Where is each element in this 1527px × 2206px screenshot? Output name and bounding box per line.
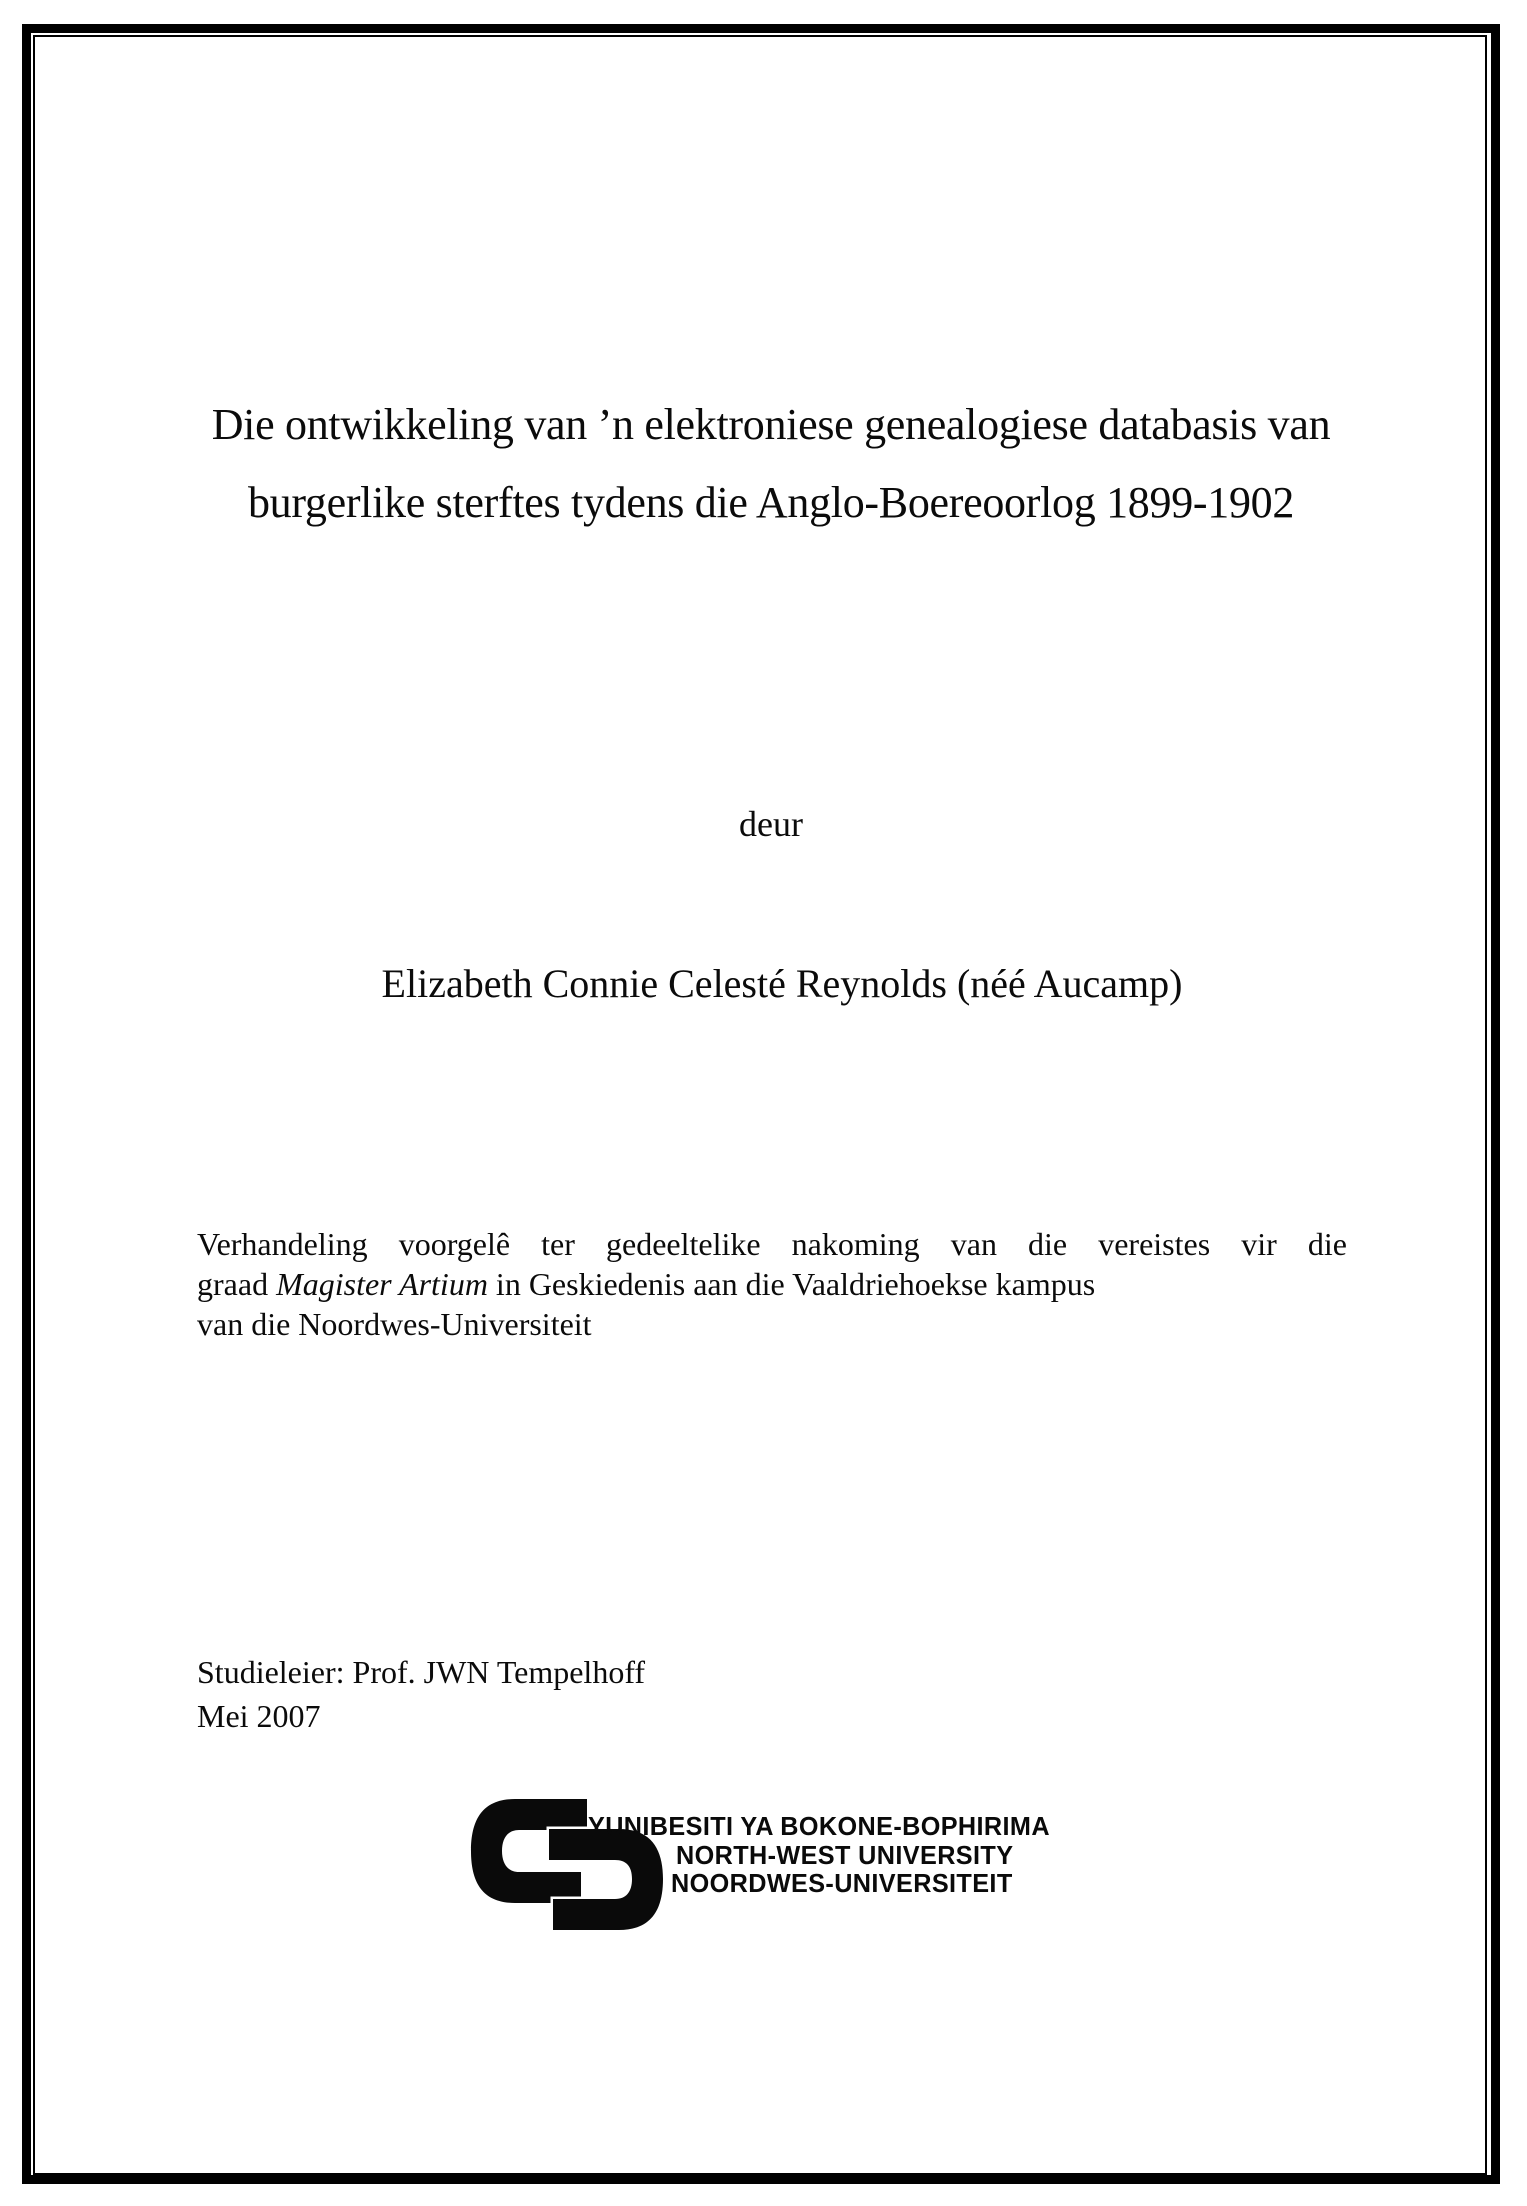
- statement-line1: Verhandeling voorgelê ter gedeeltelike nakoming van die vereistes vir die: [197, 1226, 1347, 1262]
- supervisor-line: Studieleier: Prof. JWN Tempelhoff: [197, 1654, 646, 1690]
- statement-line2-prefix: graad: [197, 1266, 277, 1302]
- statement-line2: [197, 1264, 1347, 1304]
- supervisor-block: [197, 1650, 645, 1738]
- statement-degree-name: Magister Artium: [276, 1266, 488, 1302]
- thesis-title-line2: burgerlike sterftes tydens die Anglo-Boereoorlog 1899-1902: [247, 478, 1295, 527]
- thesis-title-line1: Die ontwikkeling van ’n elektroniese genealogiese databasis van: [211, 400, 1331, 449]
- logo-text-english: NORTH-WEST UNIVERSITY: [676, 1840, 1014, 1870]
- logo-text-setswana: YUNIBESITI YA BOKONE-BOPHIRIMA: [588, 1811, 1050, 1841]
- logo-text-afrikaans: NOORDWES-UNIVERSITEIT: [671, 1868, 1013, 1898]
- statement-line3: van die Noordwes-Universiteit: [197, 1306, 592, 1342]
- statement-line2-suffix: in Geskiedenis aan die Vaaldriehoekse kampus: [487, 1266, 1096, 1302]
- thesis-statement: [197, 1224, 1347, 1344]
- date-line: Mei 2007: [197, 1698, 321, 1734]
- author-name: Elizabeth Connie Celesté Reynolds (néé Aucamp): [381, 961, 1183, 1006]
- byline: deur: [739, 804, 803, 844]
- thesis-title: [190, 386, 1352, 542]
